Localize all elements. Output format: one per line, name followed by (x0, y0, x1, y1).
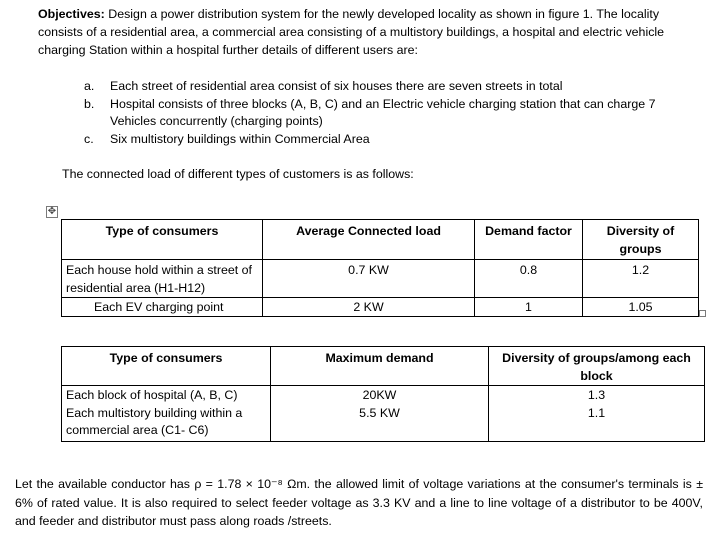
objectives-text: Design a power distribution system for the newly developed locality as shown in figure 1. The locality consists of a residential area, a commercial area consisting of a multistory buildings, a hospital and electric vehicle charging Station within a hospital further details of different users are: (38, 7, 665, 57)
table2-header-max-demand: Maximum demand (271, 347, 489, 386)
list-marker: c. (84, 131, 94, 146)
table-cell: 1.05 (583, 298, 699, 317)
table-row (62, 260, 699, 298)
table-cell: Each EV charging point (62, 298, 263, 317)
table1-header-demand-factor: Demand factor (475, 220, 583, 260)
cell-line: Each block of hospital (A, B, C) (66, 388, 238, 402)
objectives-label: Objectives: (38, 7, 105, 21)
intro-text: The connected load of different types of customers is as follows: (62, 167, 414, 181)
table-row (62, 298, 699, 317)
table1-header-type: Type of consumers (62, 220, 263, 260)
table1-header-diversity: Diversity of groups (583, 220, 699, 260)
cell-line: 5.5 KW (359, 405, 400, 420)
table-cell: 0.7 KW (263, 260, 475, 298)
table2-header-type: Type of consumers (62, 347, 271, 386)
closing-paragraph: Let the available conductor has ρ = 1.78 × 10⁻⁸ Ωm. the allowed limit of voltage variations at the consumer's terminals is ± 6% of rated value. It is also required to select feeder voltage as 3.3 KV and a line to line voltage of a distributor to be 400V, and feeder and distributor must pass along roads /streets. (15, 477, 703, 528)
table2-header-diversity: Diversity of groups/among each block (489, 347, 705, 386)
cell-line: Each multistory building within a commercial area (C1- C6) (66, 405, 243, 437)
list-item (84, 131, 704, 149)
connected-load-table (61, 219, 699, 317)
table-resize-handle[interactable] (699, 310, 706, 317)
details-list (84, 78, 704, 148)
table-cell: 2 KW (263, 298, 475, 317)
table-cell (62, 386, 271, 442)
table-cell: 1 (475, 298, 583, 317)
maximum-demand-table (61, 346, 705, 442)
table-cell: 0.8 (475, 260, 583, 298)
list-marker: b. (84, 96, 95, 111)
table-cell (489, 386, 705, 442)
list-marker: a. (84, 79, 95, 93)
list-item-text: Hospital consists of three blocks (A, B, C) and an Electric vehicle charging station that can charge 7 Vehicles concurrently (charging points) (110, 96, 656, 128)
table-cell: Each house hold within a street of residential area (H1-H12) (62, 260, 263, 298)
table-row (62, 386, 705, 442)
list-item (84, 78, 704, 96)
list-item (84, 96, 704, 131)
list-item-text: Six multistory buildings within Commercial Area (110, 131, 370, 146)
list-item-text: Each street of residential area consist of six houses there are seven streets in total (110, 79, 563, 93)
table1-header-load: Average Connected load (263, 220, 475, 260)
move-cross-icon[interactable]: ✥ (47, 206, 57, 217)
cell-line: 20KW (362, 388, 397, 402)
cell-line: 1.3 (587, 388, 606, 402)
cell-line: 1.1 (587, 405, 606, 420)
table-cell (271, 386, 489, 442)
table-cell: 1.2 (583, 260, 699, 298)
objectives-paragraph (38, 5, 692, 59)
